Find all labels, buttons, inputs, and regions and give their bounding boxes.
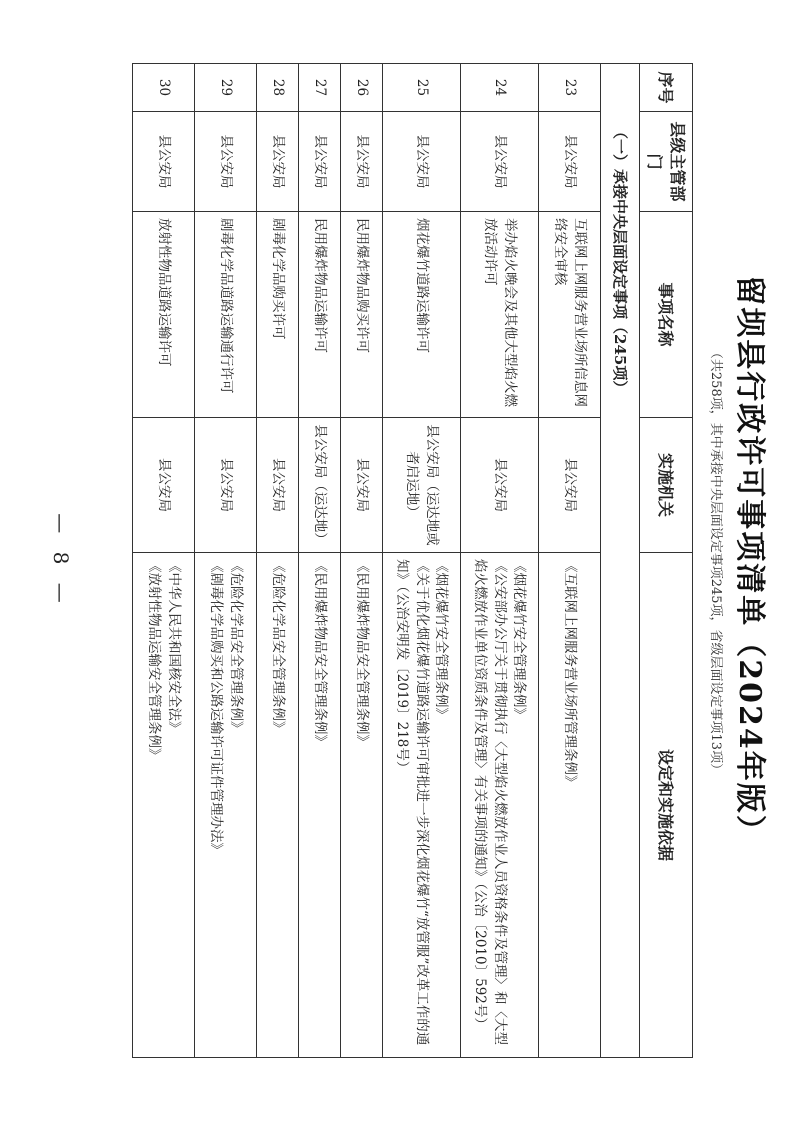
row-seq: 29 — [194, 64, 256, 112]
row-agency: 县公安局 — [538, 418, 600, 553]
row-agency: 县公安局（运达地） — [298, 418, 340, 553]
basis-line: 《中华人民共和国核安全法》 — [165, 559, 182, 735]
row-basis — [382, 553, 460, 1058]
row-name: 举办焰火晚会及其他大型焰火燃放活动许可 — [460, 212, 538, 418]
basis-line: 《剧毒化学品购买和公路运输许可证件管理办法》 — [208, 559, 225, 856]
row-dept: 县公安局 — [340, 112, 382, 212]
row-seq: 28 — [256, 64, 298, 112]
row-name: 民用爆炸物品购买许可 — [340, 212, 382, 418]
row-seq: 30 — [132, 64, 194, 112]
row-name: 剧毒化学品道路运输通行许可 — [194, 212, 256, 418]
row-dept: 县公安局 — [382, 112, 460, 212]
row-seq: 23 — [538, 64, 600, 112]
basis-line: 《危险化学品安全管理条例》 — [269, 559, 286, 735]
row-agency: 县公安局 — [132, 418, 194, 553]
table-row — [194, 64, 256, 1058]
row-agency: 县公安局（运达地或者启运地） — [382, 418, 460, 553]
row-dept: 县公安局 — [256, 112, 298, 212]
header-agency: 实施机关 — [639, 418, 692, 553]
row-dept: 县公安局 — [298, 112, 340, 212]
row-agency: 县公安局 — [256, 418, 298, 553]
permit-table — [132, 63, 693, 1058]
table-row — [132, 64, 194, 1058]
row-seq: 24 — [460, 64, 538, 112]
basis-line: 《烟花爆竹安全管理条例》 — [433, 559, 450, 721]
basis-line: 《危险化学品安全管理条例》 — [227, 559, 244, 735]
table-row — [298, 64, 340, 1058]
row-name: 放射性物品道路运输许可 — [132, 212, 194, 418]
header-name: 事项名称 — [639, 212, 692, 418]
row-basis — [340, 553, 382, 1058]
row-seq: 27 — [298, 64, 340, 112]
basis-line: 《公安部办公厅关于贯彻执行〈大型焰火燃放作业人员资格条件及管理〉和〈大型焰火燃放作业单位资质条件及管理〉有关事项的通知》（公治〔2010〕592号） — [472, 559, 508, 1045]
row-name: 烟花爆竹道路运输许可 — [382, 212, 460, 418]
row-agency: 县公安局 — [194, 418, 256, 553]
row-basis — [256, 553, 298, 1058]
row-basis — [460, 553, 538, 1058]
table-row — [538, 64, 600, 1058]
row-dept: 县公安局 — [132, 112, 194, 212]
table-row — [256, 64, 298, 1058]
header-dept: 县级主管部门 — [639, 112, 692, 212]
section-row — [600, 64, 639, 1058]
basis-line: 《烟花爆竹安全管理条例》 — [511, 559, 528, 721]
row-dept: 县公安局 — [538, 112, 600, 212]
row-name: 民用爆炸物品运输许可 — [298, 212, 340, 418]
row-name: 互联网上网服务营业场所信息网络安全审核 — [538, 212, 600, 418]
basis-line: 《互联网上网服务营业场所管理条例》 — [561, 559, 578, 789]
table-row — [460, 64, 538, 1058]
table-header-row — [639, 64, 692, 1058]
table-row — [382, 64, 460, 1058]
row-agency: 县公安局 — [460, 418, 538, 553]
header-basis: 设定和实施依据 — [639, 553, 692, 1058]
section-label: （一）承接中央层面设定事项（245项） — [600, 64, 639, 1058]
document-title: 留坝县行政许可事项清单（2024年版） — [732, 275, 767, 847]
row-name: 剧毒化学品购买许可 — [256, 212, 298, 418]
row-basis — [298, 553, 340, 1058]
document-subtitle: （共258项，其中承接中央层面设定事项245项，省级层面设定事项13项） — [708, 345, 723, 777]
row-dept: 县公安局 — [194, 112, 256, 212]
row-agency: 县公安局 — [340, 418, 382, 553]
basis-line: 《民用爆炸物品安全管理条例》 — [353, 559, 370, 748]
row-seq: 26 — [340, 64, 382, 112]
basis-line: 《放射性物品运输安全管理条例》 — [146, 559, 163, 762]
header-seq: 序号 — [639, 64, 692, 112]
row-seq: 25 — [382, 64, 460, 112]
basis-line: 《关于优化烟花爆竹道路运输许可审批进一步深化烟花爆竹“放管服”改革工作的通知》（公治安明发〔2019〕218号） — [394, 559, 430, 1046]
row-basis — [194, 553, 256, 1058]
row-dept: 县公安局 — [460, 112, 538, 212]
row-basis — [538, 553, 600, 1058]
page-number: — 8 — — [49, 513, 73, 609]
row-basis — [132, 553, 194, 1058]
basis-line: 《民用爆炸物品安全管理条例》 — [311, 559, 328, 748]
table-row — [340, 64, 382, 1058]
